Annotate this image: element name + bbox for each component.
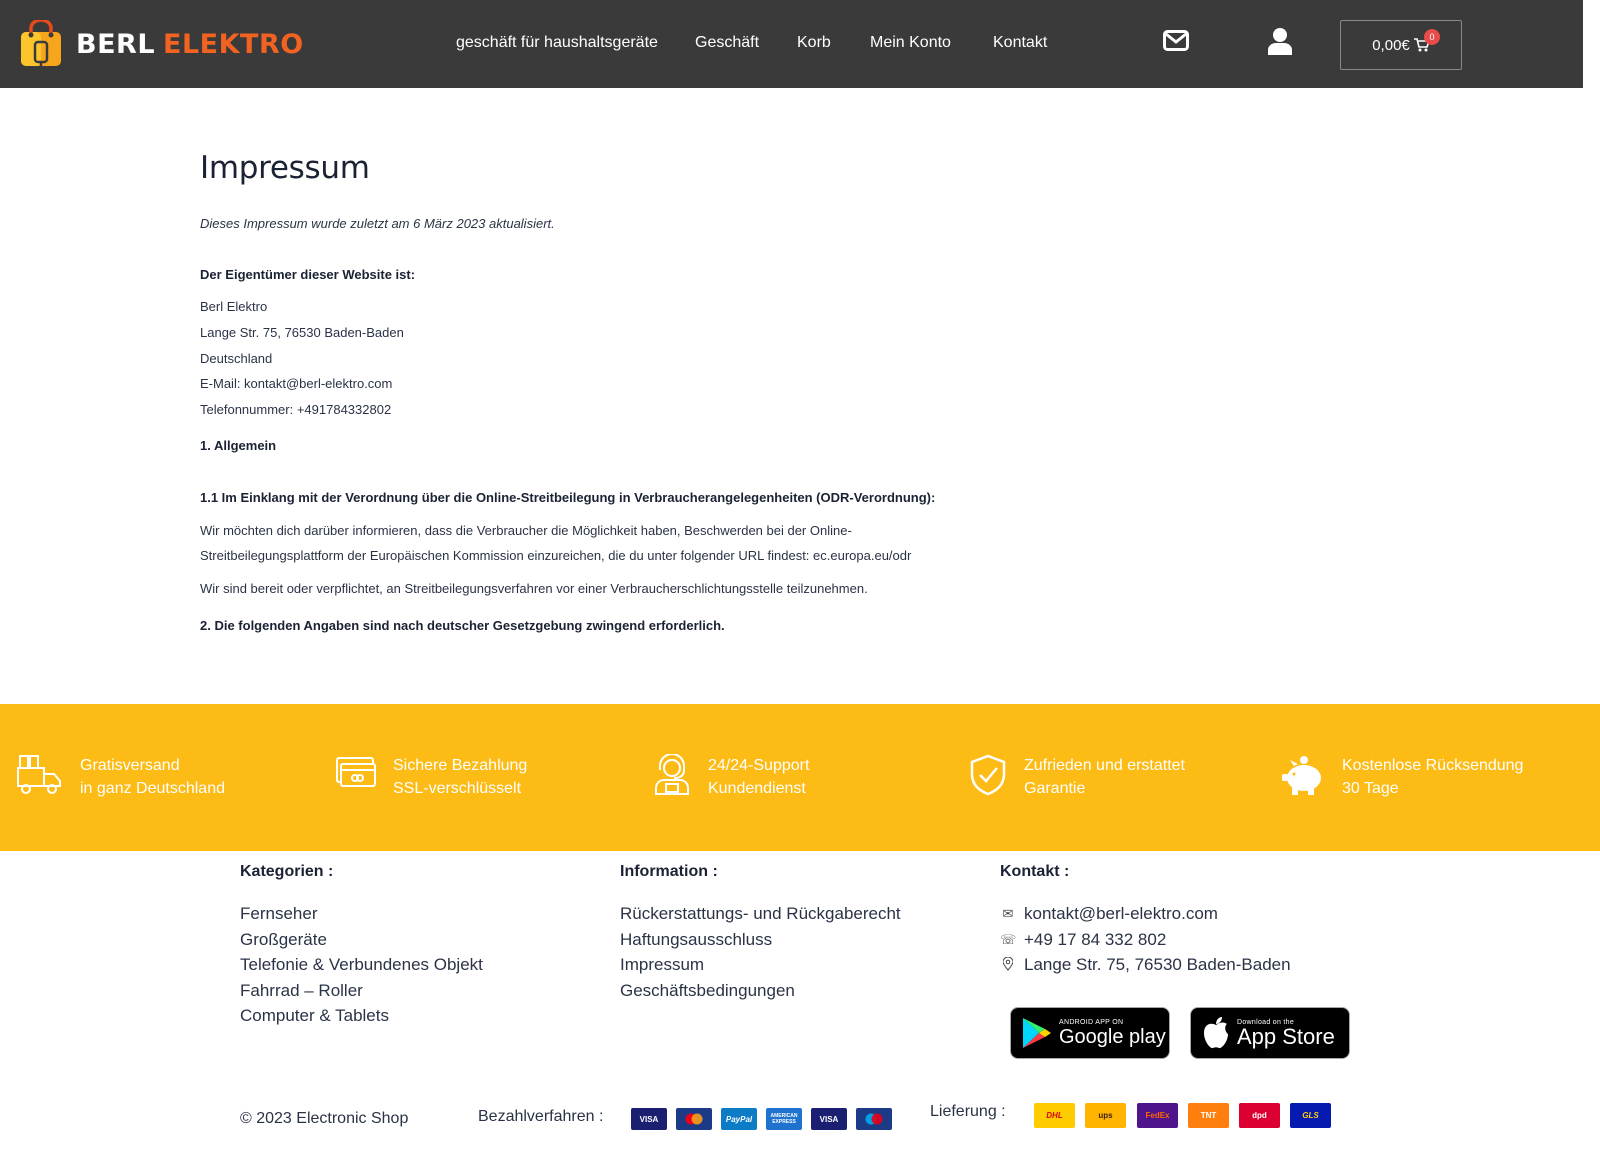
visa-card-icon-2: VISA <box>811 1108 847 1130</box>
feature-subtitle: SSL-verschlüsselt <box>393 780 522 797</box>
contact-phone-text: +49 17 84 332 802 <box>1024 930 1167 949</box>
feature-secure-payment <box>335 754 527 800</box>
footer-contact-phone[interactable] <box>1000 930 1166 950</box>
nav-item-kontakt[interactable]: Kontakt <box>993 34 1048 51</box>
footer-contact-email[interactable] <box>1000 904 1218 924</box>
user-icon[interactable] <box>1268 28 1292 55</box>
feature-title: Gratisversand <box>80 757 180 774</box>
nav-item-korb[interactable]: Korb <box>797 34 831 51</box>
contact-email-text: kontakt@berl-elektro.com <box>1024 904 1218 923</box>
feature-title: Sichere Bezahlung <box>393 757 528 774</box>
odr-paragraph-2: Wir sind bereit oder verpflichtet, an Streitbeilegungsverfahren vor einer Verbraucherschlichtungsstelle teilzunehmen. <box>200 581 868 596</box>
footer-category-link[interactable]: Computer & Tablets <box>240 1006 389 1025</box>
feature-text <box>1024 754 1185 800</box>
contact-address-text: Lange Str. 75, 76530 Baden-Baden <box>1024 955 1291 974</box>
payment-methods-label: Bezahlverfahren : <box>478 1108 604 1125</box>
shopping-bag-logo-icon <box>18 20 64 68</box>
amex-icon: AMERICAN EXPRESS <box>766 1108 802 1130</box>
footer-info-link[interactable]: Impressum <box>620 955 705 974</box>
feature-title: Zufrieden und erstattet <box>1024 757 1185 774</box>
google-play-small-text: ANDROID APP ON <box>1059 1018 1124 1026</box>
tnt-logo-icon: TNT <box>1188 1103 1229 1128</box>
odr-paragraph-line1: Wir möchten dich darüber informieren, dass die Verbraucher die Möglichkeit haben, Beschwerden bei der Online- <box>200 523 852 538</box>
footer-category-link[interactable]: Telefonie & Verbundenes Objekt <box>240 955 483 974</box>
brand-logo[interactable] <box>18 20 304 68</box>
feature-subtitle: Garantie <box>1024 780 1086 797</box>
app-store-big-text: App Store <box>1237 1023 1335 1049</box>
phone-icon: ☏ <box>1000 932 1017 947</box>
footer-contact-title: Kontakt : <box>1000 863 1070 880</box>
nav-item-mein-konto[interactable]: Mein Konto <box>870 34 951 51</box>
google-play-icon <box>1021 1016 1053 1050</box>
owner-email: E-Mail: kontakt@berl-elektro.com <box>200 376 393 391</box>
ups-logo-icon: ups <box>1085 1103 1126 1128</box>
support-agent-icon <box>652 754 692 796</box>
page-title: Impressum <box>200 150 370 186</box>
google-play-button[interactable] <box>1010 1007 1170 1059</box>
brand-wordmark <box>76 29 304 60</box>
section-allgemein: 1. Allgemein <box>200 438 277 453</box>
payment-card-icon <box>335 754 377 790</box>
owner-country: Deutschland <box>200 351 273 366</box>
app-store-button[interactable] <box>1190 1007 1350 1059</box>
gls-logo-icon: GLS <box>1290 1103 1331 1128</box>
app-store-small-text: Download on the <box>1237 1018 1295 1026</box>
cart-total: 0,00€ <box>1372 36 1410 54</box>
feature-guarantee <box>968 754 1185 800</box>
shield-check-icon <box>968 754 1008 796</box>
nav-item-haushaltsgeraete[interactable]: geschäft für haushaltsgeräte <box>456 34 658 51</box>
footer-categories-title: Kategorien : <box>240 863 334 880</box>
owner-address: Lange Str. 75, 76530 Baden-Baden <box>200 325 404 340</box>
visa-card-icon: VISA <box>631 1108 667 1130</box>
feature-support <box>652 754 809 800</box>
cart-button[interactable] <box>1340 20 1462 70</box>
owner-phone: Telefonnummer: +491784332802 <box>200 402 392 417</box>
updated-note: Dieses Impressum wurde zuletzt am 6 März 2023 aktualisiert. <box>200 216 555 231</box>
truck-icon <box>16 754 64 796</box>
feature-subtitle: in ganz Deutschland <box>80 780 225 797</box>
shipping-label: Lieferung : <box>930 1103 1006 1120</box>
footer-category-link[interactable]: Fernseher <box>240 904 318 923</box>
feature-free-returns <box>1280 754 1523 800</box>
footer-info-link[interactable]: Geschäftsbedingungen <box>620 981 795 1000</box>
feature-text <box>80 754 225 800</box>
owner-heading: Der Eigentümer dieser Website ist: <box>200 267 416 282</box>
apple-icon <box>1201 1016 1231 1050</box>
mastercard-icon <box>676 1108 712 1130</box>
feature-text <box>708 754 809 800</box>
features-band <box>0 704 1600 851</box>
footer-category-link[interactable]: Großgeräte <box>240 930 327 949</box>
feature-subtitle: 30 Tage <box>1342 780 1399 797</box>
dhl-logo-icon: DHL <box>1034 1103 1075 1128</box>
fedex-logo-icon: FedEx <box>1137 1103 1178 1128</box>
odr-paragraph-line2: Streitbeilegungsplattform der Europäischen Kommission einzureichen, die du unter folgender URL findest: ec.europa.eu/odr <box>200 548 912 563</box>
feature-subtitle: Kundendienst <box>708 780 806 797</box>
feature-text <box>393 754 527 800</box>
envelope-icon: ✉ <box>1002 906 1014 921</box>
google-play-big-text: Google play <box>1059 1025 1166 1048</box>
location-pin-icon <box>1000 957 1016 974</box>
cart-count-badge: 0 <box>1424 29 1440 45</box>
dpd-logo-icon: dpd <box>1239 1103 1280 1128</box>
maestro-icon <box>856 1108 892 1130</box>
section-odr-heading: 1.1 Im Einklang mit der Verordnung über die Online-Streitbeilegung in Verbraucherangelegenheiten (ODR-Verordnung): <box>200 490 936 505</box>
feature-text <box>1342 754 1523 800</box>
feature-title: Kostenlose Rücksendung <box>1342 757 1524 774</box>
brand-name-part2: ELEKTRO <box>163 28 304 60</box>
paypal-icon: PayPal <box>721 1108 757 1130</box>
feature-free-shipping <box>16 754 225 800</box>
nav-item-geschaeft[interactable]: Geschäft <box>695 34 760 51</box>
copyright: © 2023 Electronic Shop <box>240 1110 409 1127</box>
brand-name-part1: BERL <box>76 28 156 60</box>
footer-info-title: Information : <box>620 863 718 880</box>
piggy-bank-icon <box>1280 754 1326 796</box>
feature-title: 24/24-Support <box>708 757 810 774</box>
footer-info-link[interactable]: Haftungsausschluss <box>620 930 773 949</box>
footer-info-link[interactable]: Rückerstattungs- und Rückgaberecht <box>620 904 901 923</box>
section-gesetzgebung: 2. Die folgenden Angaben sind nach deutscher Gesetzgebung zwingend erforderlich. <box>200 618 725 633</box>
envelope-icon[interactable] <box>1163 30 1189 51</box>
site-header <box>0 0 1583 88</box>
footer-category-link[interactable]: Fahrrad – Roller <box>240 981 363 1000</box>
footer-contact-address <box>1000 955 1291 975</box>
owner-name: Berl Elektro <box>200 299 268 314</box>
